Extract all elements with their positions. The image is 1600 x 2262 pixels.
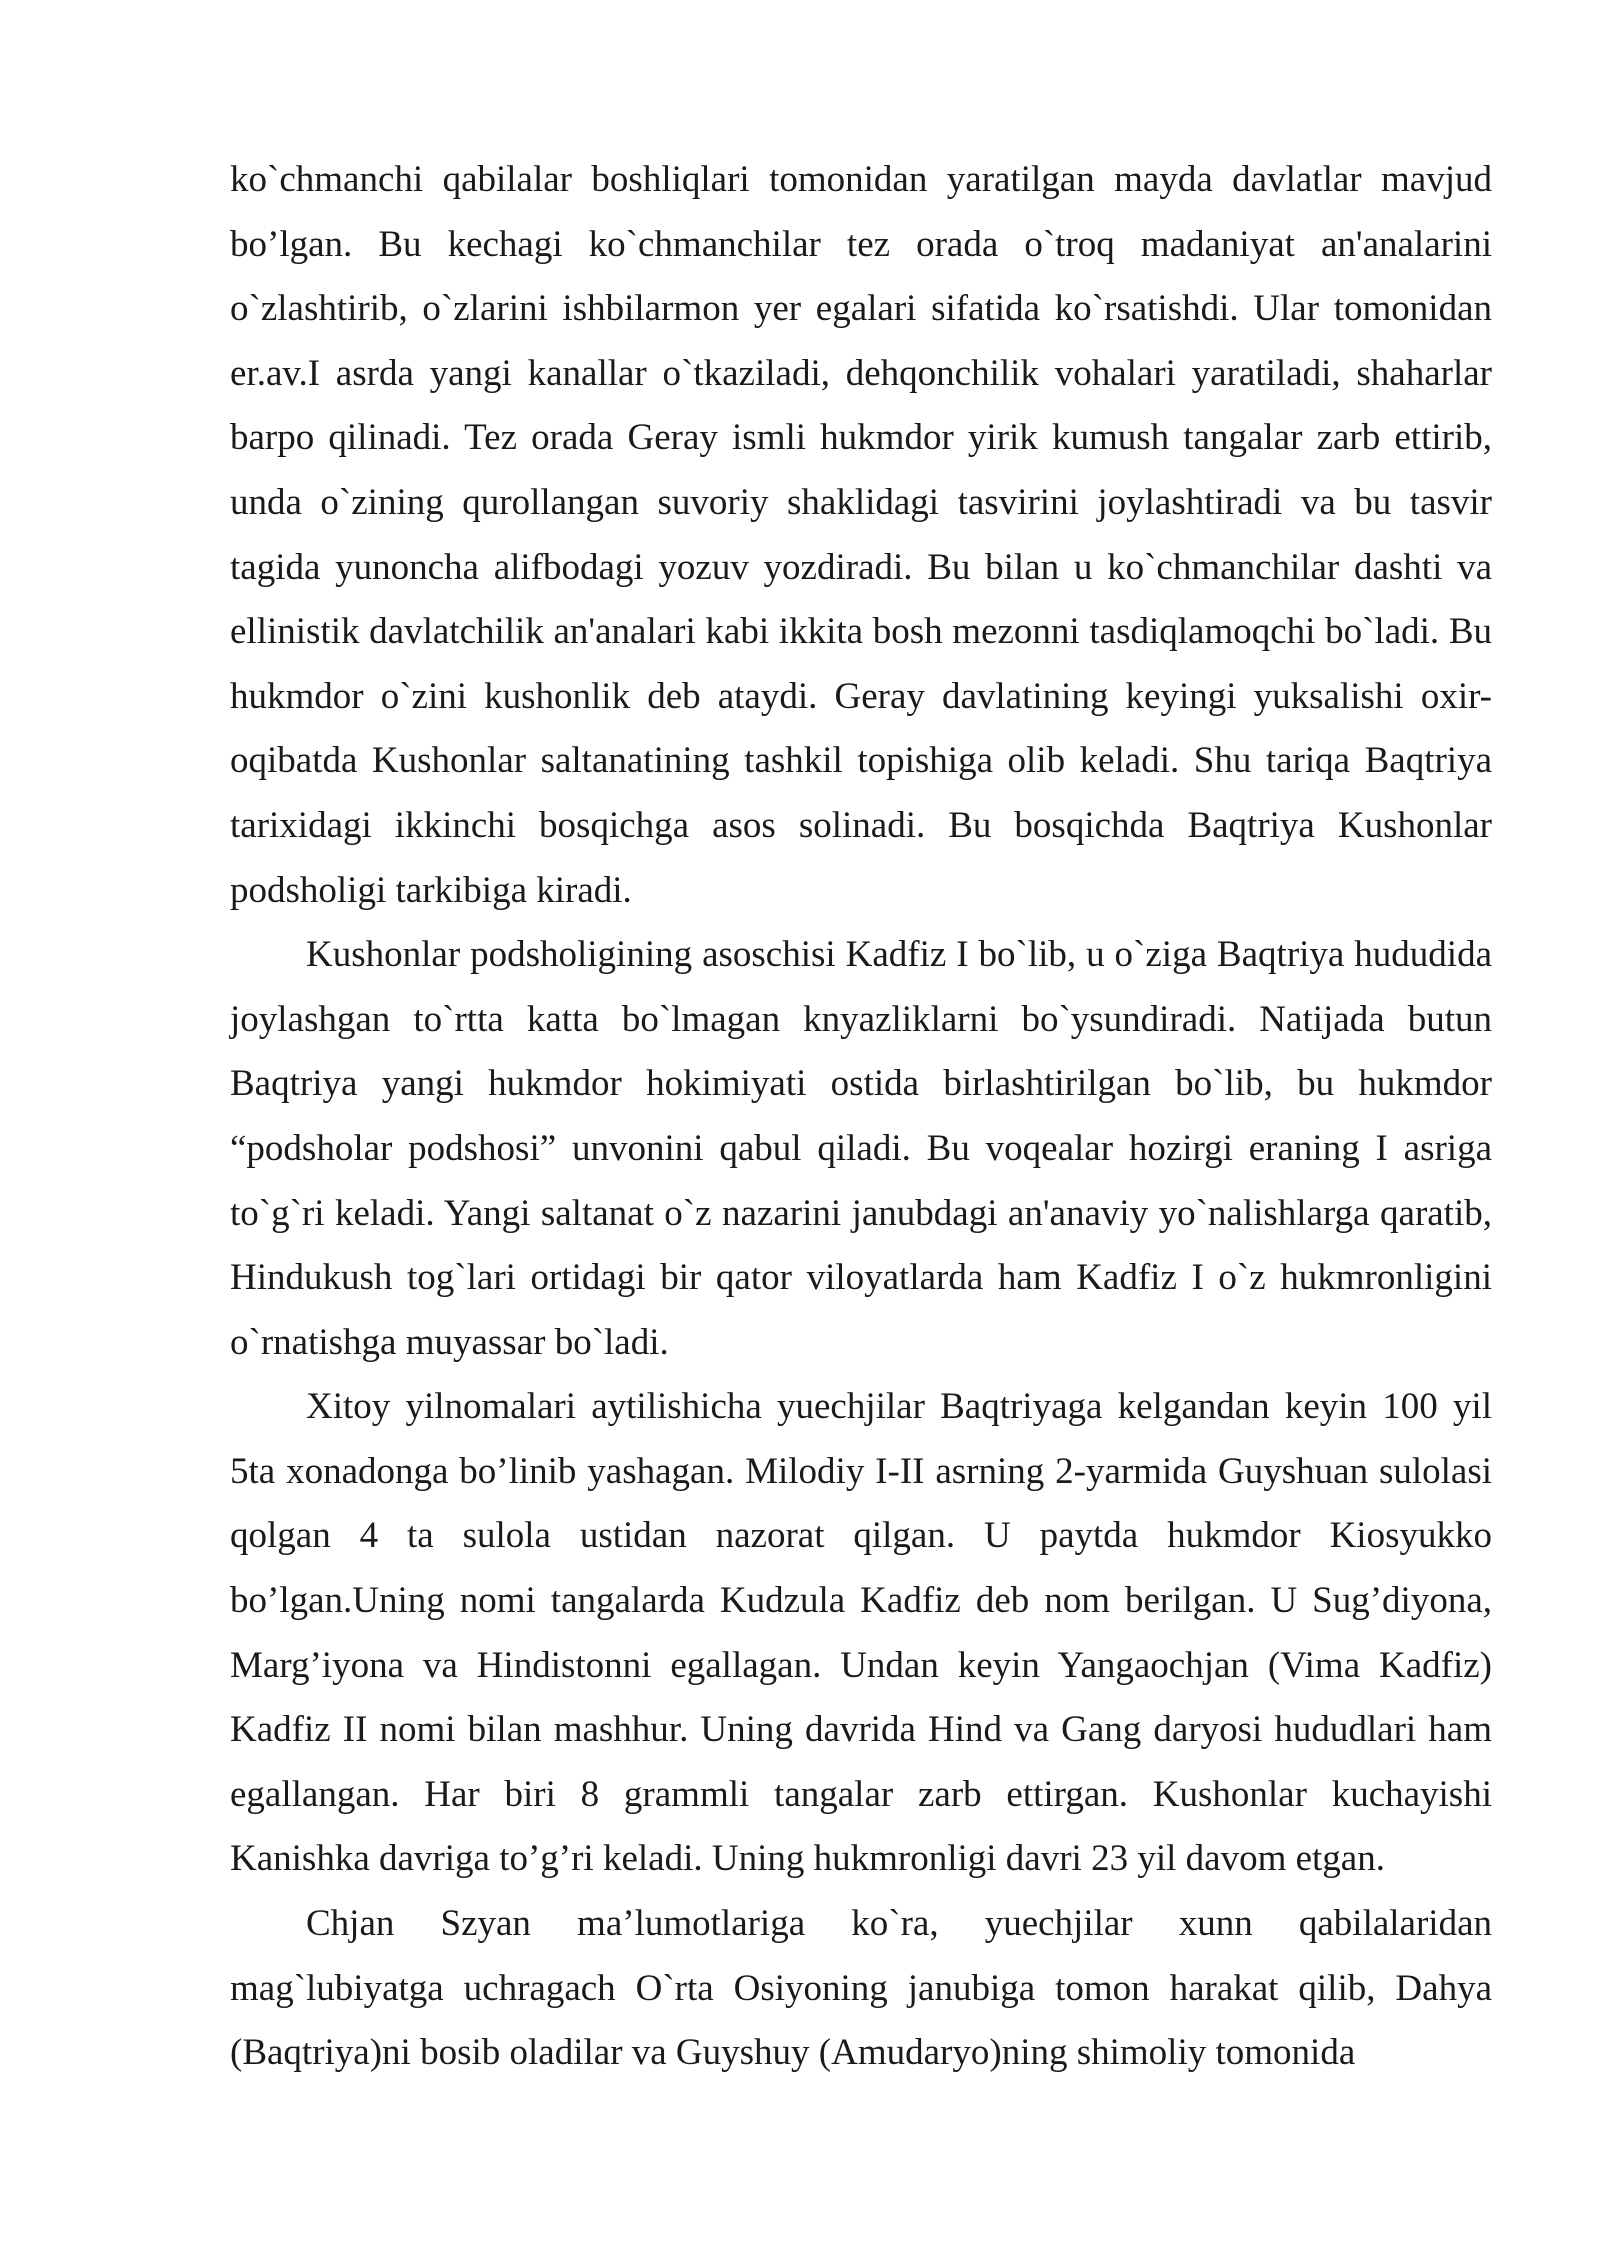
paragraph-3: Xitoy yilnomalari aytilishicha yuechjilar Baqtriyaga kelgandan keyin 100 yil 5ta xonadonga bo’linib yashagan. Milodiy I-II asrning 2-yarmida Guyshuan sulolasi qolgan 4 ta sulola ustidan nazorat qilgan. U paytda hukmdor Kiosyukko bo’lgan.Uning nomi tangalarda Kudzula Kadfiz deb nom berilgan. U Sug’diyona, Marg’iyona va Hindistonni egallagan. Undan keyin Yangaochjan (Vima Kadfiz) Kadfiz II nomi bilan mashhur. Uning davrida Hind va Gang daryosi hududlari ham egallangan. Har biri 8 grammli tangalar zarb ettirgan. Kushonlar kuchayishi Kanishka davriga to’g’ri keladi. Uning hukmronligi davri 23 yil davom etgan.	[230, 1386, 1492, 1880]
document-page	[230, 148, 1492, 2086]
paragraph-1: ko`chmanchi qabilalar boshliqlari tomonidan yaratilgan mayda davlatlar mavjud bo’lgan. Bu kechagi ko`chmanchilar tez orada o`troq madaniyat an'analarini o`zlashtirib, o`zlarini ishbilarmon yer egalari sifatida ko`rsatishdi. Ular tomonidan er.av.I asrda yangi kanallar o`tkaziladi, dehqonchilik vohalari yaratiladi, shaharlar barpo qilinadi. Tez orada Geray ismli hukmdor yirik kumush tangalar zarb ettirib, unda o`zining qurollangan suvoriy shaklidagi tasvirini joylashtiradi va bu tasvir tagida yunoncha alifbodagi yozuv yozdiradi. Bu bilan u ko`chmanchilar dashti va ellinistik davlatchilik an'analari kabi ikkita bosh mezonni tasdiqlamoqchi bo`ladi. Bu hukmdor o`zini kushonlik deb ataydi. Geray davlatining keyingi yuksalishi oxir-oqibatda Kushonlar saltanatining tashkil topishiga olib keladi. Shu tariqa Baqtriya tarixidagi ikkinchi bosqichga asos solinadi. Bu bosqichda Baqtriya Kushonlar podsholigi tarkibiga kiradi.	[230, 159, 1492, 911]
paragraph-4: Chjan Szyan ma’lumotlariga ko`ra, yuechjilar xunn qabilalaridan mag`lubiyatga uchragach O`rta Osiyoning janubiga tomon harakat qilib, Dahya (Baqtriya)ni bosib oladilar va Guyshuy (Amudaryo)ning shimoliy tomonida	[230, 1903, 1492, 2074]
paragraph-2: Kushonlar podsholigining asoschisi Kadfiz I bo`lib, u o`ziga Baqtriya hududida joylashgan to`rtta katta bo`lmagan knyazliklarni bo`ysundiradi. Natijada butun Baqtriya yangi hukmdor hokimiyati ostida birlashtirilgan bo`lib, bu hukmdor “podsholar podshosi” unvonini qabul qiladi. Bu voqealar hozirgi eraning I asriga to`g`ri keladi. Yangi saltanat o`z nazarini janubdagi an'anaviy yo`nalishlarga qaratib, Hindukush tog`lari ortidagi bir qator viloyatlarda ham Kadfiz I o`z hukmronligini o`rnatishga muyassar bo`ladi.	[230, 934, 1492, 1363]
